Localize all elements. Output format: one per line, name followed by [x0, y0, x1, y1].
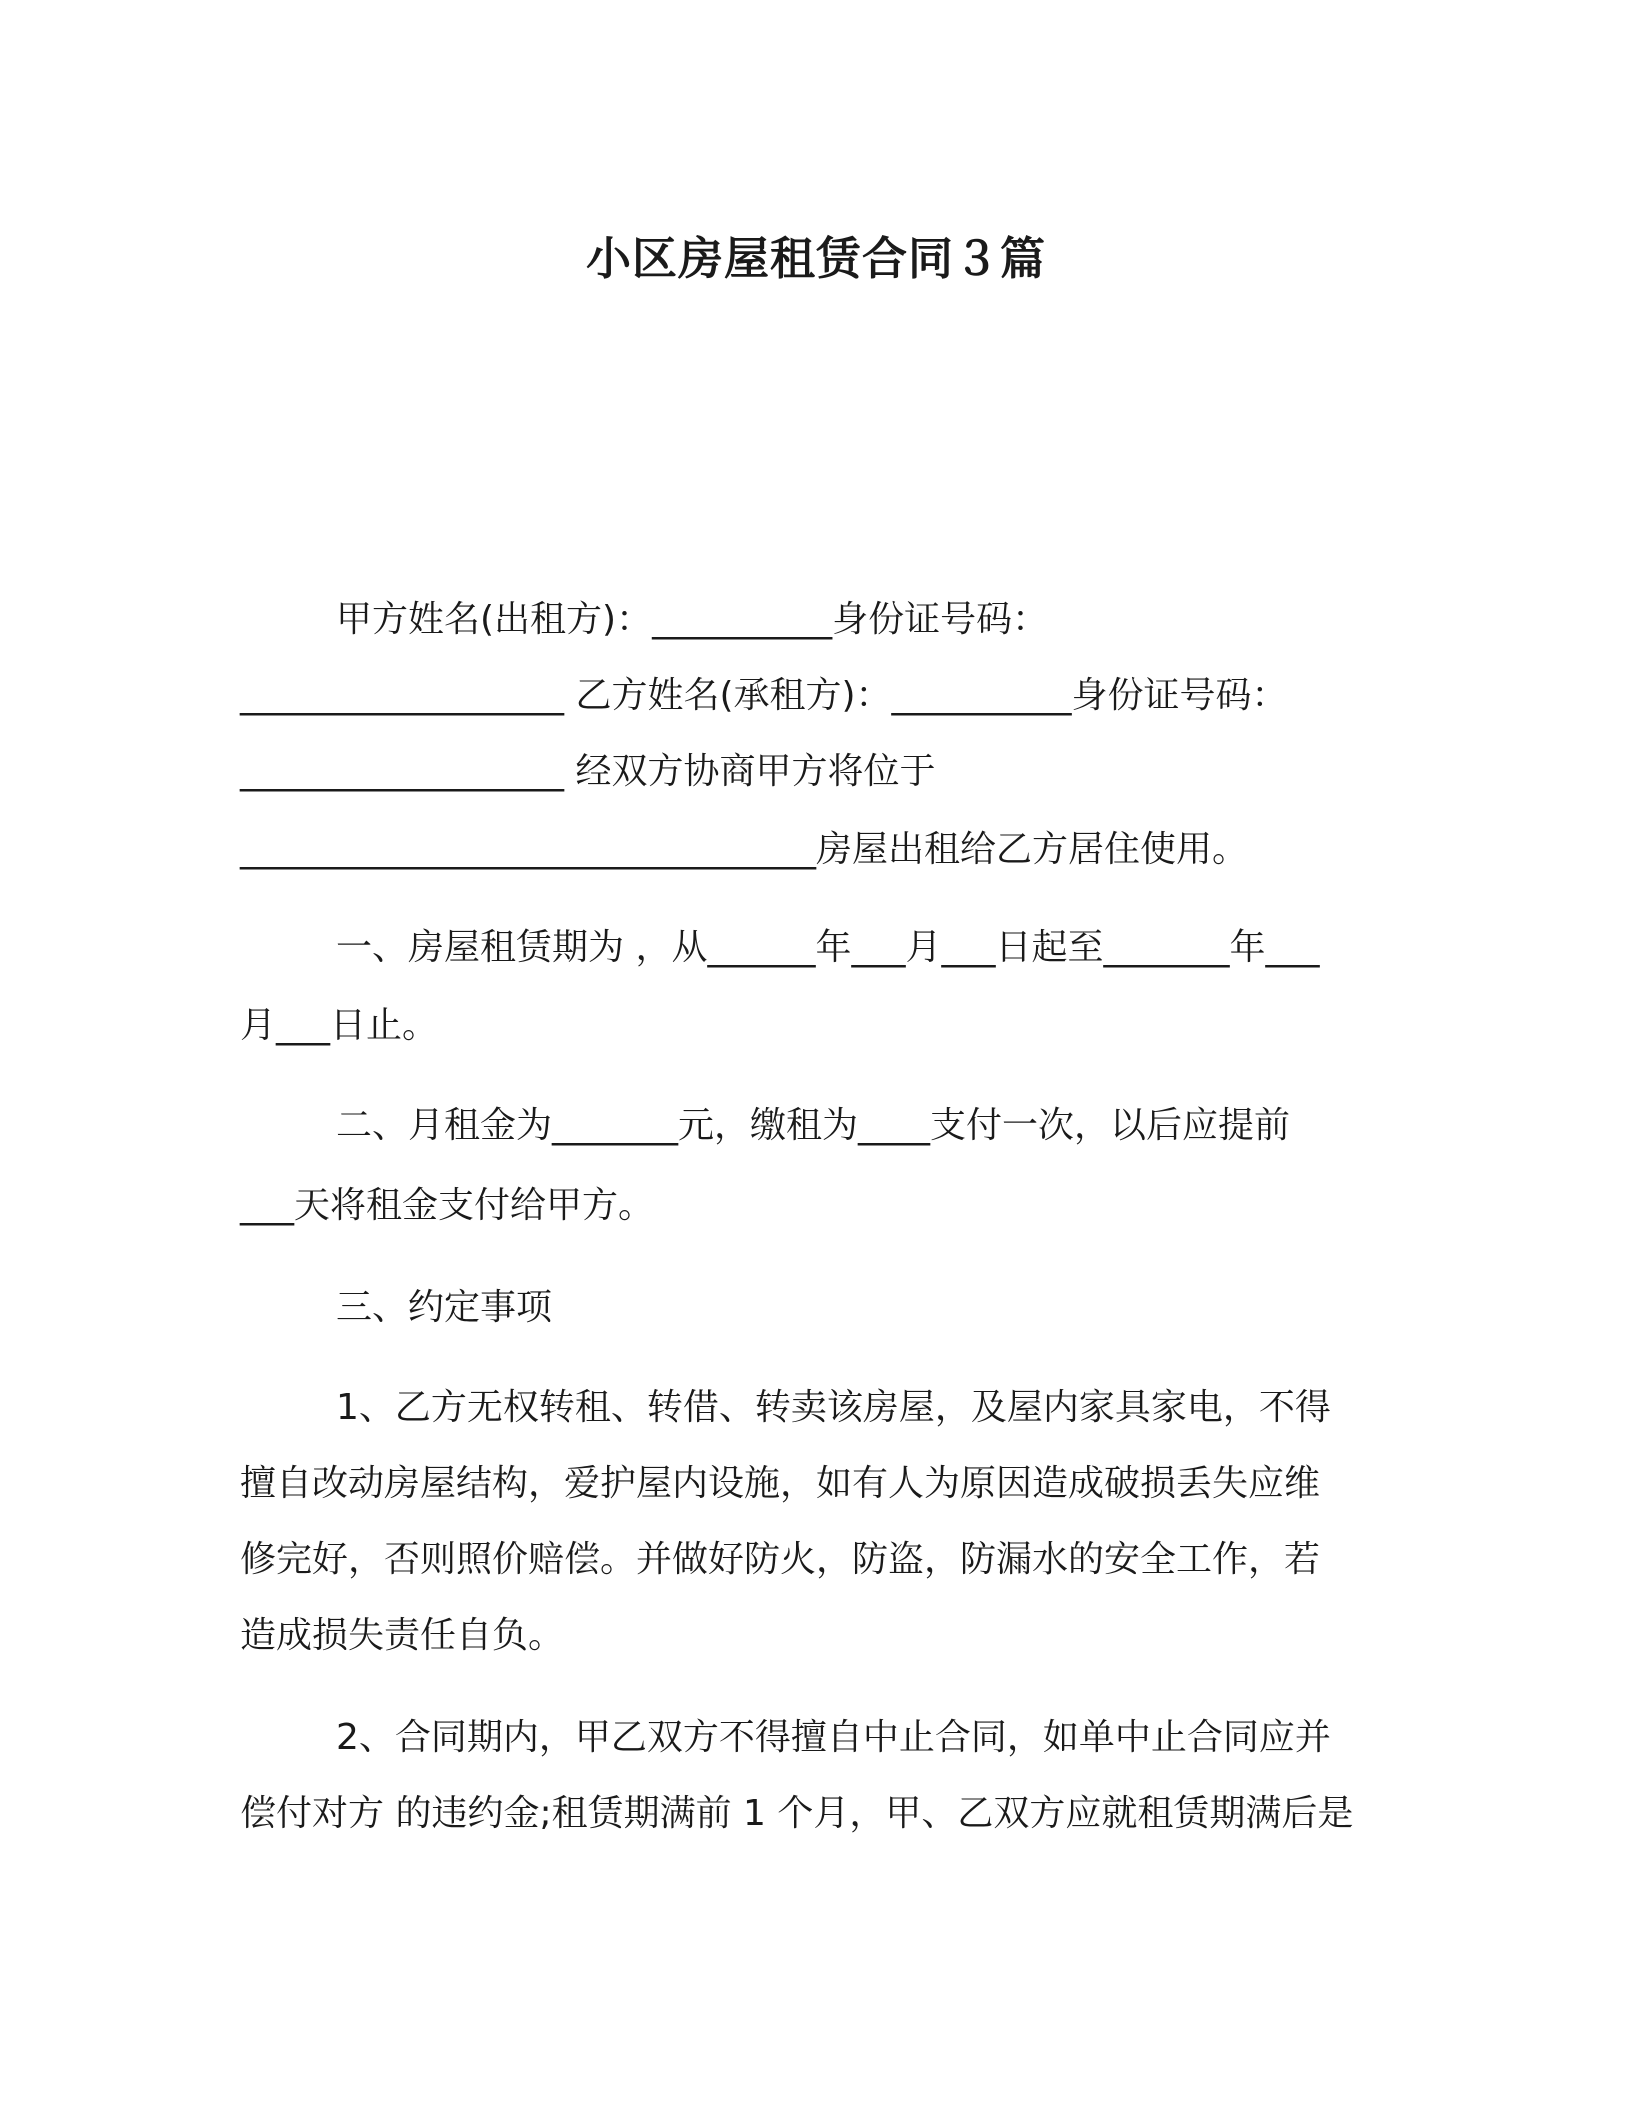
agreement-line: __________________ 经双方协商甲方将位于: [240, 751, 936, 792]
clause-2-line-1: 二、月租金为_______元，缴租为____支付一次，以后应提前: [336, 1105, 1291, 1146]
item-1-line-4: 造成损失责任自负。: [240, 1615, 565, 1656]
clause-1-line-1: 一、房屋租赁期为 ，从______年___月___日起至_______年___: [336, 927, 1320, 968]
item-2-line-1: 2、合同期内，甲乙双方不得擅自中止合同，如单中止合同应并: [336, 1717, 1331, 1758]
party-a-line: 甲方姓名(出租方)：__________身份证号码：: [336, 599, 1049, 640]
clause-1-line-2: 月___日止。: [240, 1005, 439, 1046]
party-b-line: __________________ 乙方姓名(承租方)：__________身份证号码：: [240, 675, 1288, 716]
property-line: ________________________________房屋出租给乙方居住使用。: [240, 829, 1249, 870]
clause-3-heading: 三、约定事项: [336, 1287, 553, 1328]
item-1-line-1: 1、乙方无权转租、转借、转卖该房屋，及屋内家具家电，不得: [336, 1387, 1331, 1428]
item-1-line-3: 修完好，否则照价赔偿。并做好防火，防盗，防漏水的安全工作，若: [240, 1539, 1321, 1580]
document-title: 小区房屋租赁合同３篇: [585, 232, 1046, 285]
item-1-line-2: 擅自改动房屋结构，爱护屋内设施，如有人为原因造成破损丢失应维: [240, 1463, 1321, 1504]
clause-2-line-2: ___天将租金支付给甲方。: [240, 1185, 655, 1226]
item-2-line-2: 偿付对方 的违约金;租赁期满前 1 个月，甲、乙双方应就租赁期满后是: [240, 1793, 1354, 1834]
